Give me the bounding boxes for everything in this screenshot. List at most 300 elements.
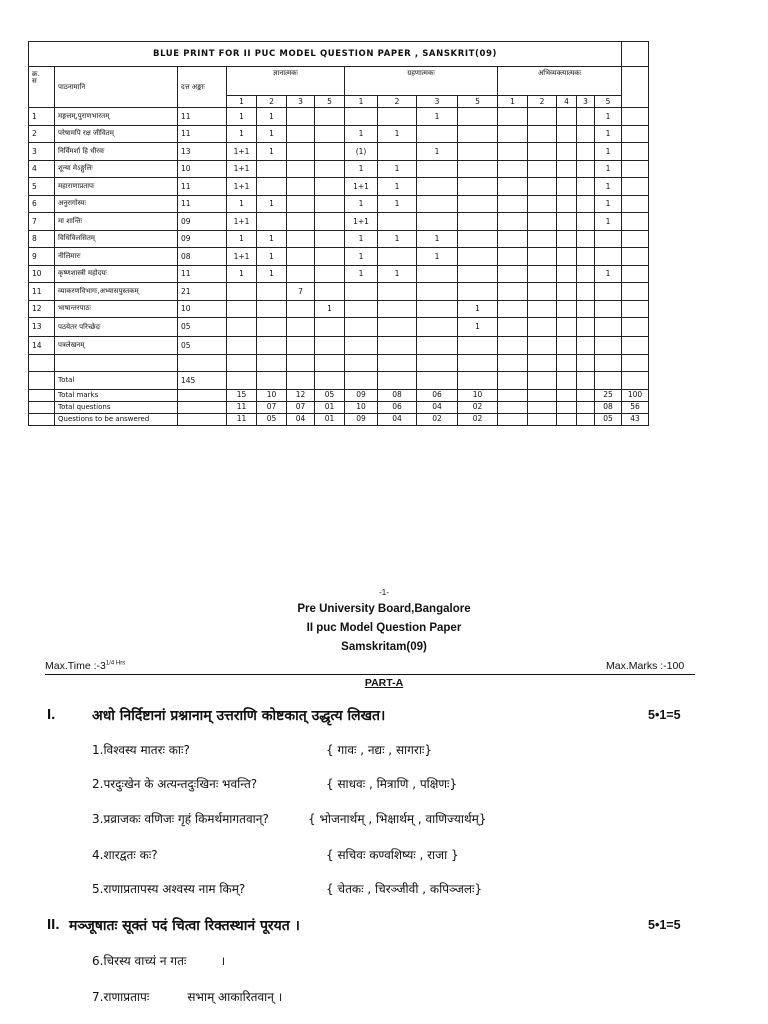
table-row <box>29 337 649 355</box>
row-cell: 1 <box>257 265 287 283</box>
row-cell: 1 <box>378 125 417 143</box>
blueprint-title: BLUE PRINT FOR II PUC MODEL QUESTION PAPER , SANSKRIT(09) <box>29 42 622 67</box>
row-cell: 1 <box>595 178 622 196</box>
row-cell: 1 <box>345 125 378 143</box>
row-lesson-name: भाषान्तरपाठः <box>55 300 178 318</box>
row-cell <box>498 300 528 318</box>
row-total <box>622 125 649 143</box>
table-row <box>29 248 649 266</box>
table-row <box>29 178 649 196</box>
row-cell <box>417 178 458 196</box>
row-marks: 11 <box>178 195 227 213</box>
row-cell <box>577 178 595 196</box>
row-cell <box>345 354 378 372</box>
row-cell: 1 <box>257 195 287 213</box>
row-cell: 1 <box>378 265 417 283</box>
row-cell <box>528 318 557 337</box>
section2-number: II. <box>47 916 60 933</box>
row-cell <box>287 230 315 248</box>
row-cell: 1+1 <box>345 213 378 231</box>
row-total <box>622 143 649 161</box>
row-cell <box>345 318 378 337</box>
row-cell <box>595 283 622 301</box>
row-cell <box>315 372 345 390</box>
row-cell <box>528 125 557 143</box>
row-cell <box>528 354 557 372</box>
row-cell <box>287 125 315 143</box>
row-cell <box>417 300 458 318</box>
row-cell: 09 <box>345 389 378 401</box>
row-total: 100 <box>622 389 649 401</box>
row-cell: 1 <box>595 108 622 126</box>
row-cell <box>557 195 577 213</box>
question-5-options: { चेतकः , चिरञ्जीवी , कपिञ्जलः} <box>326 882 483 896</box>
row-cell <box>557 401 577 413</box>
board-name: Pre University Board,Bangalore <box>297 603 471 615</box>
subcolumn-header: 5 <box>315 96 345 108</box>
row-cell <box>417 318 458 337</box>
row-cell: 1 <box>345 195 378 213</box>
question-4-options: { सचिवः कण्वशिष्यः , राजा } <box>326 848 459 862</box>
question-2: 2.परदुःखेन के अत्यन्तदुःखिनः भवन्ति? <box>92 777 258 791</box>
row-serial: 8 <box>29 230 55 248</box>
row-lesson-name: कृष्णशास्त्री महोदयः <box>55 265 178 283</box>
row-cell <box>577 389 595 401</box>
row-cell <box>595 337 622 355</box>
row-marks <box>178 413 227 425</box>
row-cell <box>227 283 257 301</box>
row-cell <box>557 318 577 337</box>
row-cell <box>498 389 528 401</box>
section1-instruction: अधो निर्दिष्टानां प्रश्नानाम् उत्तराणि कोष्टकात् उद्धृत्य लिखत। <box>92 708 386 724</box>
row-cell: 1 <box>227 125 257 143</box>
row-cell <box>458 143 498 161</box>
row-serial: 1 <box>29 108 55 126</box>
row-total <box>622 300 649 318</box>
row-cell <box>378 108 417 126</box>
row-cell <box>528 372 557 390</box>
row-cell: 1 <box>417 230 458 248</box>
header-group-understanding: ग्रहणात्मकः <box>345 67 498 96</box>
subcolumn-header: 1 <box>498 96 528 108</box>
table-row <box>29 389 649 401</box>
row-cell: 7 <box>287 283 315 301</box>
subcolumn-header: 5 <box>458 96 498 108</box>
question-3-options: { भोजनार्थम् , भिक्षार्थम् , वाणिज्यार्थम्} <box>308 812 487 826</box>
row-cell <box>227 300 257 318</box>
row-cell <box>315 265 345 283</box>
row-total <box>622 283 649 301</box>
row-cell: 15 <box>227 389 257 401</box>
row-cell: 1 <box>315 300 345 318</box>
row-cell <box>287 337 315 355</box>
table-row <box>29 354 649 372</box>
row-cell: 01 <box>315 413 345 425</box>
row-cell <box>315 143 345 161</box>
row-cell <box>257 300 287 318</box>
row-cell <box>378 248 417 266</box>
table-row <box>29 143 649 161</box>
row-cell <box>498 125 528 143</box>
table-row <box>29 372 649 390</box>
row-cell: 10 <box>458 389 498 401</box>
row-total <box>622 160 649 178</box>
row-cell <box>378 372 417 390</box>
row-cell: 1 <box>378 230 417 248</box>
row-total <box>622 108 649 126</box>
row-marks: 09 <box>178 213 227 231</box>
row-cell <box>458 283 498 301</box>
row-marks <box>178 401 227 413</box>
row-cell <box>287 300 315 318</box>
row-cell: 02 <box>458 401 498 413</box>
row-cell: 09 <box>345 413 378 425</box>
row-serial: 13 <box>29 318 55 337</box>
row-cell <box>257 318 287 337</box>
row-cell <box>417 195 458 213</box>
row-cell: 1 <box>257 230 287 248</box>
row-cell <box>458 354 498 372</box>
row-cell <box>287 354 315 372</box>
question-1-options: { गावः , नद्यः , सागराः} <box>326 743 432 757</box>
row-cell <box>577 195 595 213</box>
row-cell <box>528 178 557 196</box>
row-cell <box>287 372 315 390</box>
row-cell: 1 <box>345 265 378 283</box>
row-cell <box>458 178 498 196</box>
row-cell <box>257 283 287 301</box>
row-cell <box>498 413 528 425</box>
max-marks: Max.Marks :-100 <box>606 660 685 672</box>
row-cell <box>287 143 315 161</box>
row-lesson-name: विधिविलसितम् <box>55 230 178 248</box>
row-lesson-name: मा शान्तिः <box>55 213 178 231</box>
row-cell: 1 <box>417 108 458 126</box>
row-marks: 10 <box>178 160 227 178</box>
row-cell <box>528 108 557 126</box>
row-total <box>622 318 649 337</box>
row-marks: 11 <box>178 265 227 283</box>
row-cell <box>557 337 577 355</box>
row-cell <box>557 372 577 390</box>
row-serial <box>29 401 55 413</box>
row-cell <box>227 337 257 355</box>
row-cell <box>378 354 417 372</box>
row-cell <box>315 160 345 178</box>
row-cell <box>577 160 595 178</box>
row-total <box>622 337 649 355</box>
row-cell <box>315 125 345 143</box>
row-cell: 11 <box>227 413 257 425</box>
row-cell: 05 <box>595 413 622 425</box>
row-cell <box>595 230 622 248</box>
subcolumn-header: 3 <box>287 96 315 108</box>
row-total <box>622 195 649 213</box>
row-cell: 1 <box>378 178 417 196</box>
row-cell <box>498 108 528 126</box>
row-cell <box>498 143 528 161</box>
subcolumn-header: 2 <box>257 96 287 108</box>
row-serial: 11 <box>29 283 55 301</box>
row-total <box>622 354 649 372</box>
row-lesson-name: शून्या मेऽङ्गुलिः <box>55 160 178 178</box>
row-cell <box>378 143 417 161</box>
row-cell: 1 <box>227 108 257 126</box>
row-serial: 3 <box>29 143 55 161</box>
page-number: -1- <box>379 588 389 597</box>
row-cell: 1 <box>345 230 378 248</box>
row-cell <box>577 337 595 355</box>
title-blank-cell <box>622 42 649 67</box>
row-cell <box>577 354 595 372</box>
row-cell <box>557 283 577 301</box>
row-marks: 05 <box>178 318 227 337</box>
row-cell <box>577 413 595 425</box>
row-cell: 04 <box>287 413 315 425</box>
section2-marks: 5•1=5 <box>648 918 681 932</box>
row-cell: 11 <box>227 401 257 413</box>
row-cell <box>498 283 528 301</box>
row-cell <box>557 230 577 248</box>
row-cell <box>287 160 315 178</box>
blueprint-body <box>29 108 649 426</box>
row-cell <box>528 413 557 425</box>
row-cell <box>577 283 595 301</box>
row-cell <box>577 401 595 413</box>
row-cell <box>315 195 345 213</box>
subject-title: Samskritam(09) <box>341 641 427 653</box>
subcolumn-header: 2 <box>528 96 557 108</box>
row-cell: 1 <box>378 195 417 213</box>
row-cell: 1 <box>345 160 378 178</box>
row-cell <box>498 318 528 337</box>
section1-marks: 5•1=5 <box>648 708 681 722</box>
row-lesson-name: नीलिमारः <box>55 248 178 266</box>
row-cell <box>498 230 528 248</box>
row-lesson-name: महाराणाप्रतापः <box>55 178 178 196</box>
table-row <box>29 213 649 231</box>
row-serial <box>29 389 55 401</box>
header-blank-cell <box>622 67 649 108</box>
section1-number: I. <box>47 706 56 723</box>
row-cell: 04 <box>378 413 417 425</box>
subcolumn-header: 2 <box>378 96 417 108</box>
row-cell: 1 <box>595 160 622 178</box>
row-cell <box>378 318 417 337</box>
row-cell <box>528 401 557 413</box>
row-cell <box>315 337 345 355</box>
max-time-main: Max.Time :-3 <box>45 660 106 672</box>
row-cell <box>417 283 458 301</box>
header-lessons: पाठनामानि <box>55 67 178 108</box>
header-divider <box>45 674 695 675</box>
row-marks: 11 <box>178 178 227 196</box>
table-row <box>29 318 649 337</box>
header-group-knowledge: ज्ञानात्मकः <box>227 67 345 96</box>
row-cell <box>378 213 417 231</box>
row-cell <box>458 265 498 283</box>
row-cell: 12 <box>287 389 315 401</box>
table-row <box>29 401 649 413</box>
row-cell: 1 <box>345 248 378 266</box>
row-lesson-name: Total questions <box>55 401 178 413</box>
row-cell <box>345 108 378 126</box>
row-cell: 10 <box>257 389 287 401</box>
row-cell <box>458 195 498 213</box>
row-serial: 4 <box>29 160 55 178</box>
row-cell <box>557 300 577 318</box>
row-cell <box>595 354 622 372</box>
row-cell <box>287 195 315 213</box>
row-cell <box>577 230 595 248</box>
row-cell <box>577 108 595 126</box>
question-2-options: { साधवः , मित्राणि , पक्षिणः} <box>326 777 458 791</box>
row-total <box>622 265 649 283</box>
row-cell <box>417 160 458 178</box>
row-cell <box>528 213 557 231</box>
header-marks: दत्त अङ्काः <box>178 67 227 108</box>
row-cell <box>458 230 498 248</box>
row-cell <box>498 160 528 178</box>
row-cell <box>417 372 458 390</box>
table-row <box>29 265 649 283</box>
table-row <box>29 108 649 126</box>
row-lesson-name: पत्रलेखनम् <box>55 337 178 355</box>
row-lesson-name <box>55 354 178 372</box>
row-cell <box>528 248 557 266</box>
row-cell <box>498 195 528 213</box>
row-cell <box>498 337 528 355</box>
row-cell <box>498 354 528 372</box>
row-serial: 9 <box>29 248 55 266</box>
row-cell <box>557 265 577 283</box>
row-cell <box>345 283 378 301</box>
row-marks: 13 <box>178 143 227 161</box>
row-cell: 1+1 <box>227 178 257 196</box>
row-cell: (1) <box>345 143 378 161</box>
row-cell <box>557 248 577 266</box>
max-time-fraction: 1/4 Hrs <box>105 660 126 667</box>
row-marks: 09 <box>178 230 227 248</box>
row-cell <box>315 354 345 372</box>
table-row <box>29 195 649 213</box>
row-cell: 1+1 <box>227 213 257 231</box>
table-row <box>29 413 649 425</box>
row-marks: 11 <box>178 108 227 126</box>
row-cell <box>257 160 287 178</box>
row-total <box>622 372 649 390</box>
row-total <box>622 213 649 231</box>
row-serial: 2 <box>29 125 55 143</box>
section2-instruction: मञ्जूषातः सूक्तं पदं चित्वा रिक्तस्थानं पूरयत । <box>69 918 300 934</box>
row-cell: 1+1 <box>227 143 257 161</box>
row-serial: 6 <box>29 195 55 213</box>
row-cell <box>498 178 528 196</box>
row-serial <box>29 413 55 425</box>
row-cell <box>557 413 577 425</box>
question-5: 5.राणाप्रतापस्य अश्वस्य नाम किम्? <box>92 882 246 896</box>
row-cell: 10 <box>345 401 378 413</box>
row-cell <box>528 337 557 355</box>
row-total <box>622 178 649 196</box>
row-cell <box>417 125 458 143</box>
table-row <box>29 300 649 318</box>
row-cell: 1 <box>227 195 257 213</box>
row-cell <box>498 248 528 266</box>
row-cell <box>528 265 557 283</box>
row-cell <box>528 300 557 318</box>
row-lesson-name: परेषामपि रक्ष जीवितम् <box>55 125 178 143</box>
row-cell <box>315 318 345 337</box>
row-cell <box>458 160 498 178</box>
row-lesson-name: Questions to be answered <box>55 413 178 425</box>
row-cell: 08 <box>595 401 622 413</box>
row-serial <box>29 372 55 390</box>
row-total: 56 <box>622 401 649 413</box>
table-row <box>29 160 649 178</box>
question-6: 6.चिरस्य वाच्यं न गतः । <box>92 954 226 968</box>
row-cell <box>287 213 315 231</box>
row-cell <box>417 265 458 283</box>
row-cell <box>227 318 257 337</box>
row-serial: 7 <box>29 213 55 231</box>
row-cell <box>595 248 622 266</box>
row-lesson-name: अनुरागोस्यः <box>55 195 178 213</box>
row-cell <box>287 178 315 196</box>
row-lesson-name: निर्विमर्शा हि धीरवः <box>55 143 178 161</box>
row-cell <box>315 178 345 196</box>
row-lesson-name: व्याकरणविभागः,अभ्यासपुस्तकम् <box>55 283 178 301</box>
row-cell <box>458 248 498 266</box>
subcolumn-header: 4 <box>557 96 577 108</box>
row-cell: 1 <box>227 230 257 248</box>
row-cell: 07 <box>287 401 315 413</box>
row-cell <box>577 125 595 143</box>
row-cell <box>577 213 595 231</box>
row-cell <box>577 318 595 337</box>
row-cell <box>528 283 557 301</box>
row-cell <box>287 108 315 126</box>
row-cell: 1 <box>257 248 287 266</box>
row-cell <box>528 160 557 178</box>
row-cell: 02 <box>417 413 458 425</box>
row-cell <box>458 337 498 355</box>
row-total <box>622 248 649 266</box>
row-lesson-name: Total marks <box>55 389 178 401</box>
row-total: 43 <box>622 413 649 425</box>
row-cell: 1 <box>417 143 458 161</box>
row-cell: 1 <box>227 265 257 283</box>
subcolumn-header: 3 <box>577 96 595 108</box>
row-cell <box>458 125 498 143</box>
blueprint-table <box>28 41 649 426</box>
row-cell: 1 <box>595 125 622 143</box>
row-cell <box>227 354 257 372</box>
question-3: 3.प्रव्राजकः वणिजः गृहं किमर्थमागतवान्? <box>92 812 269 826</box>
row-cell <box>595 300 622 318</box>
subcolumn-header: 1 <box>227 96 257 108</box>
row-cell <box>557 125 577 143</box>
row-marks <box>178 354 227 372</box>
table-row <box>29 283 649 301</box>
row-marks: 21 <box>178 283 227 301</box>
row-marks: 145 <box>178 372 227 390</box>
row-cell <box>498 372 528 390</box>
row-cell <box>257 372 287 390</box>
subcolumn-header: 3 <box>417 96 458 108</box>
row-cell: 1+1 <box>345 178 378 196</box>
row-cell: 1 <box>458 318 498 337</box>
